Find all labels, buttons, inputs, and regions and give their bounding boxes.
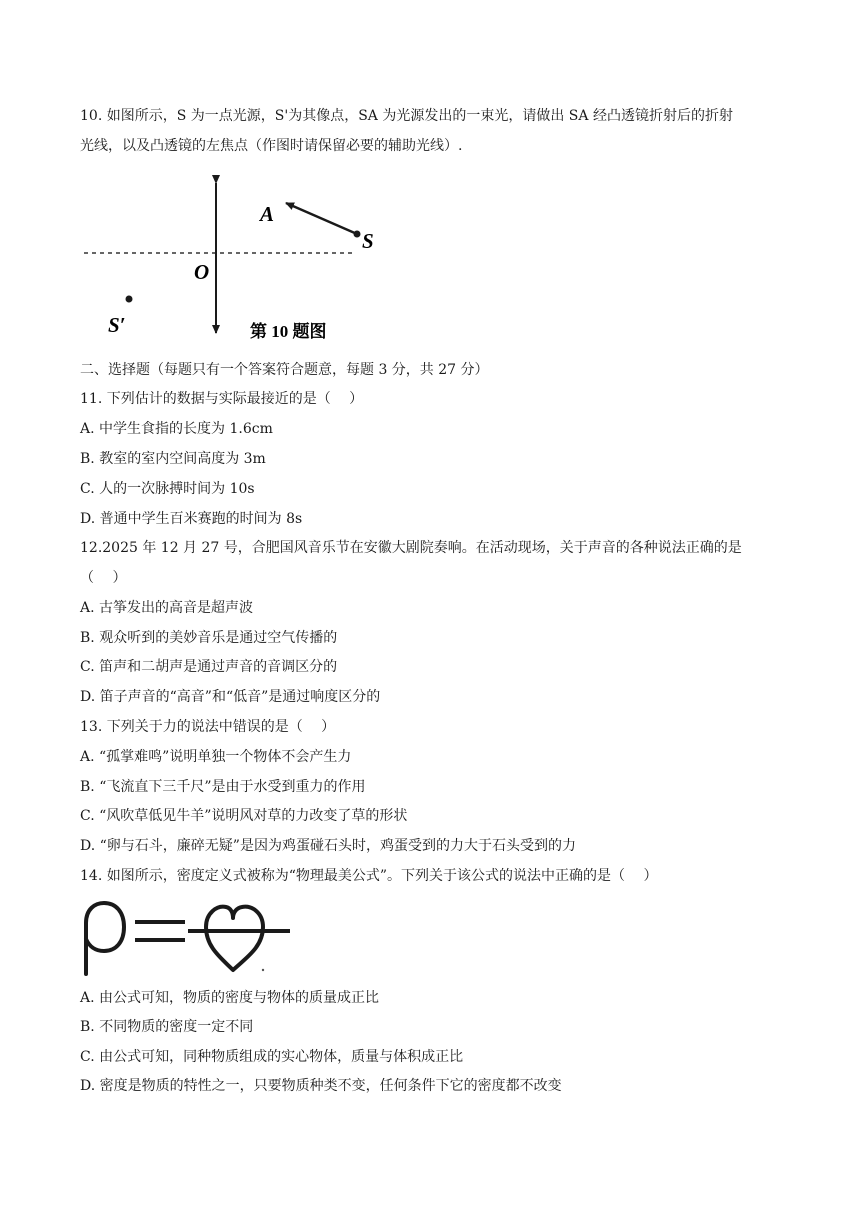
q13-option-d: D. “卵与石斗，廉碎无疑”是因为鸡蛋碰石头时，鸡蛋受到的力大于石头受到的力 bbox=[80, 838, 576, 854]
label-o: O bbox=[194, 260, 210, 284]
label-a: A bbox=[260, 202, 275, 226]
q10-stem-line2: 光线，以及凸透镜的左焦点（作图时请保留必要的辅助光线）. bbox=[80, 138, 463, 154]
q11-option-a: A. 中学生食指的长度为 1.6cm bbox=[80, 421, 273, 437]
label-s: S bbox=[362, 229, 374, 253]
q11-stem: 11. 下列估计的数据与实际最接近的是（ ） bbox=[80, 391, 364, 407]
section2-heading: 二、选择题（每题只有一个答案符合题意，每题 3 分，共 27 分） bbox=[80, 362, 489, 378]
ray-sa bbox=[286, 203, 357, 234]
q13-option-c: C. “风吹草低见牛羊”说明风对草的力改变了草的形状 bbox=[80, 808, 408, 824]
q10-stem-line1: 10. 如图所示，S 为一点光源，S'为其像点，SA 为光源发出的一束光，请做出 SA 经凸透镜折射后的折射 bbox=[80, 108, 733, 124]
q14-option-d: D. 密度是物质的特性之一，只要物质种类不变，任何条件下它的密度都不改变 bbox=[80, 1078, 562, 1094]
q14-formula-figure bbox=[80, 895, 295, 980]
ink-dot bbox=[262, 969, 264, 971]
q11-option-b: B. 教室的室内空间高度为 3m bbox=[80, 451, 266, 467]
q12-option-c: C. 笛声和二胡声是通过声音的音调区分的 bbox=[80, 659, 338, 675]
label-s-image: S′ bbox=[108, 313, 126, 337]
q13-stem: 13. 下列关于力的说法中错误的是（ ） bbox=[80, 719, 336, 735]
q11-option-c: C. 人的一次脉搏时间为 10s bbox=[80, 481, 255, 497]
q12-stem-line1: 12.2025 年 12 月 27 号，合肥国风音乐节在安徽大剧院奏响。在活动现场，关于声音的各种说法正确的是 bbox=[80, 540, 742, 556]
q12-stem-line2: （ ） bbox=[80, 570, 127, 586]
heart-icon bbox=[206, 907, 263, 970]
point-s bbox=[354, 231, 361, 238]
q13-option-b: B. “飞流直下三千尺”是由于水受到重力的作用 bbox=[80, 779, 366, 795]
figure-caption: 第 10 题图 bbox=[250, 322, 327, 341]
q13-option-a: A. “孤掌难鸣”说明单独一个物体不会产生力 bbox=[80, 749, 352, 765]
q14-stem: 14. 如图所示，密度定义式被称为“物理最美公式”。下列关于该公式的说法中正确的是（ ） bbox=[80, 868, 658, 884]
q14-option-a: A. 由公式可知，物质的密度与物体的质量成正比 bbox=[80, 990, 380, 1006]
q10-lens-figure bbox=[80, 165, 400, 350]
q14-option-c: C. 由公式可知，同种物质组成的实心物体，质量与体积成正比 bbox=[80, 1049, 464, 1065]
q12-option-a: A. 古筝发出的高音是超声波 bbox=[80, 600, 254, 616]
q12-option-b: B. 观众听到的美妙音乐是通过空气传播的 bbox=[80, 630, 338, 646]
q14-option-b: B. 不同物质的密度一定不同 bbox=[80, 1019, 254, 1035]
point-s-image bbox=[126, 296, 133, 303]
q12-option-d: D. 笛子声音的“高音”和“低音”是通过响度区分的 bbox=[80, 689, 381, 705]
rho-symbol bbox=[86, 903, 124, 974]
q11-option-d: D. 普通中学生百米赛跑的时间为 8s bbox=[80, 511, 303, 527]
